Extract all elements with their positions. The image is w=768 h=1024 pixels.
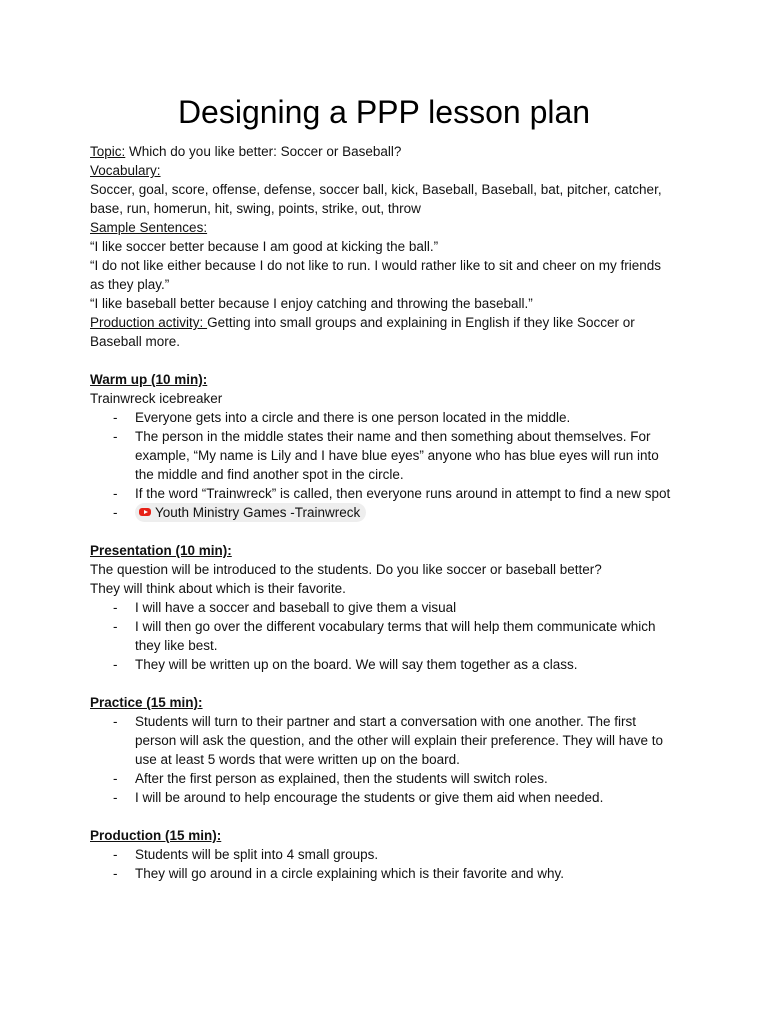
list-item: - I will then go over the different vocabulary terms that will help them communicate which they like best. — [90, 617, 678, 655]
production-heading: Production (15 min): — [90, 828, 222, 843]
video-link-chip[interactable] — [135, 503, 366, 522]
sample-sentence: “I do not like either because I do not like to run. I would rather like to sit and cheer on my friends as they play.” — [90, 258, 662, 292]
presentation-intro: They will think about which is their favorite. — [90, 581, 346, 596]
production-activity-text: Getting into small groups and explaining in English if they like Soccer or Baseball more. — [90, 315, 635, 349]
sample-sentences-label: Sample Sentences: — [90, 220, 208, 235]
list-item: - The person in the middle states their name and then something about themselves. For example, “My name is Lily and I have blue eyes” anyone who has blue eyes will run into the middle and find another spot in the circle. — [90, 427, 678, 484]
list-item-video — [90, 503, 678, 522]
presentation-list — [90, 598, 678, 674]
topic-line — [90, 142, 678, 161]
topic-label: Topic: — [90, 144, 126, 159]
list-item: - I will be around to help encourage the students or give them aid when needed. — [90, 788, 678, 807]
list-item: - If the word “Trainwreck” is called, then everyone runs around in attempt to find a new spot — [90, 484, 678, 503]
vocabulary-label: Vocabulary: — [90, 163, 161, 178]
topic-text: Which do you like better: Soccer or Baseball? — [125, 144, 402, 159]
warm-up-intro: Trainwreck icebreaker — [90, 391, 223, 406]
video-link-label: Youth Ministry Games -Trainwreck — [155, 505, 361, 520]
spacer — [90, 807, 678, 826]
presentation-intro: The question will be introduced to the students. Do you like soccer or baseball better? — [90, 562, 602, 577]
list-item: - They will be written up on the board. We will say them together as a class. — [90, 655, 678, 674]
list-item: - I will have a soccer and baseball to give them a visual — [90, 598, 678, 617]
list-item: - Students will turn to their partner and start a conversation with one another. The first person will ask the question, and the other will explain their preference. They will have to use at least 5 words that were written up on the board. — [90, 712, 678, 769]
warm-up-list — [90, 408, 678, 522]
document-title: Designing a PPP lesson plan — [177, 94, 591, 130]
list-item: - They will go around in a circle explaining which is their favorite and why. — [90, 864, 678, 883]
list-item: - After the first person as explained, then the students will switch roles. — [90, 769, 678, 788]
production-activity-line — [90, 313, 678, 351]
production-activity-label: Production activity: — [90, 315, 208, 330]
list-item: - Everyone gets into a circle and there is one person located in the middle. — [90, 408, 678, 427]
practice-list — [90, 712, 678, 807]
spacer — [90, 674, 678, 693]
practice-heading: Practice (15 min): — [90, 695, 203, 710]
youtube-icon — [139, 508, 151, 516]
spacer — [90, 522, 678, 541]
production-list — [90, 845, 678, 883]
warm-up-heading: Warm up (10 min): — [90, 372, 208, 387]
sample-sentence: “I like soccer better because I am good at kicking the ball.” — [90, 239, 439, 254]
list-item: - Students will be split into 4 small groups. — [90, 845, 678, 864]
sample-sentence: “I like baseball better because I enjoy catching and throwing the baseball.” — [90, 296, 533, 311]
vocabulary-text: Soccer, goal, score, offense, defense, soccer ball, kick, Baseball, Baseball, bat, pitcher, catcher, base, run, homerun, hit, swing, points, strike, out, throw — [90, 182, 662, 216]
spacer — [90, 351, 678, 370]
presentation-heading: Presentation (10 min): — [90, 543, 232, 558]
